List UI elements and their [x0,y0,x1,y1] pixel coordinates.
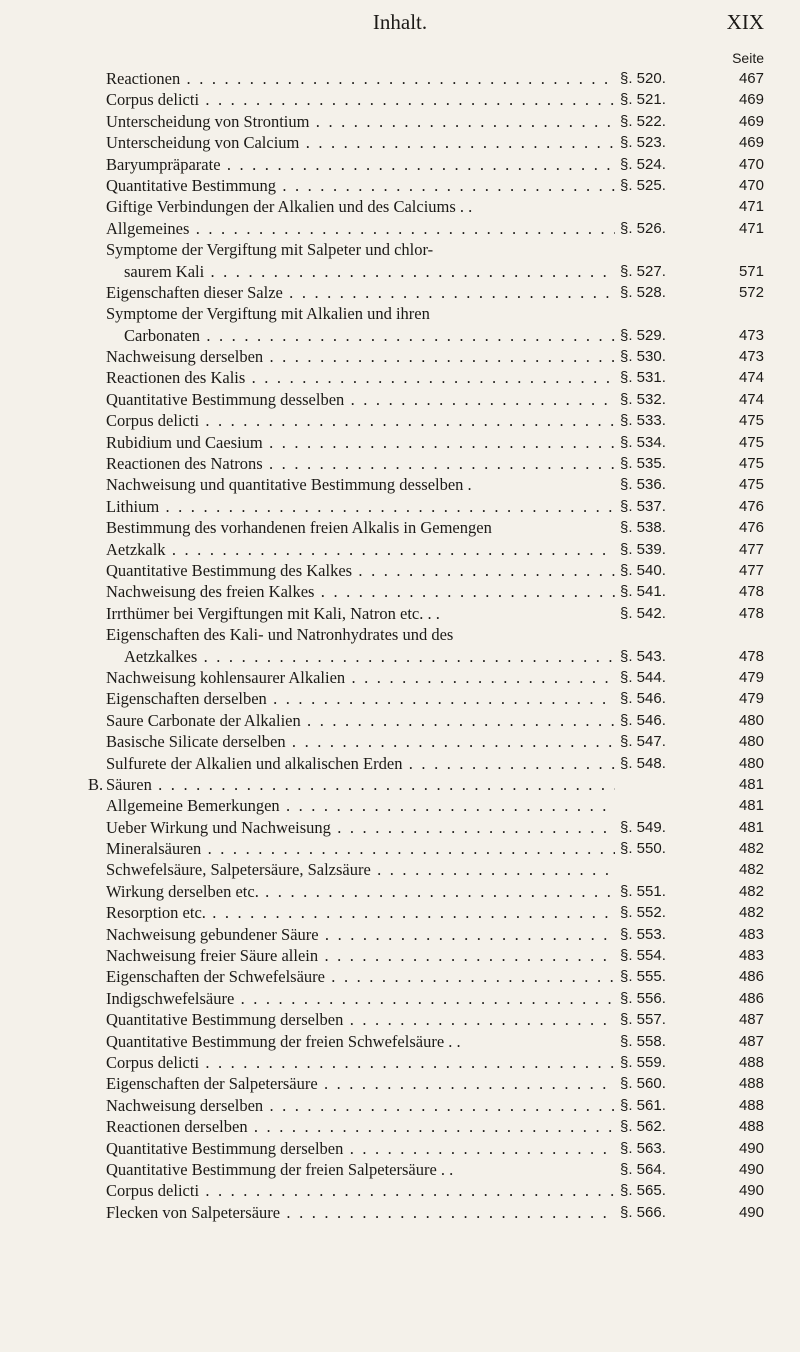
toc-entry-page: 471 [738,219,764,237]
toc-entry-section: §. 549. [620,818,666,836]
toc-entry-title: Corpus delicti . . . [106,1052,615,1073]
toc-entry-page: 469 [738,91,764,109]
toc-entry-title: Quantitative Bestimmung der freien Schwefelsäure . . [106,1031,461,1051]
toc-entry [0,731,800,752]
toc-entry-title: Reactionen des Kalis . . . [106,367,615,388]
toc-entry-title: Reactionen des Natrons . . . [106,453,615,474]
toc-entry [0,881,800,902]
toc-entry-page: 490 [738,1139,764,1157]
toc-entry-page: 490 [738,1182,764,1200]
toc-entry-title: Eigenschaften derselben . . . [106,688,615,709]
toc-entry-section: §. 521. [620,91,666,109]
toc-entry-page: 476 [738,519,764,537]
toc-entry-section: §. 540. [620,561,666,579]
toc-entry [0,517,800,538]
toc-entry [0,581,800,602]
toc-entry-page: 481 [738,818,764,836]
running-title: Inhalt. [372,10,428,34]
toc-entry-page: 478 [738,647,764,665]
toc-entry-title: Nachweisung des freien Kalkes . . . [106,581,615,602]
toc-entry [0,1159,800,1180]
toc-entry [0,89,800,110]
toc-entry-title: Sulfurete der Alkalien und alkalischen Erden . . . [106,753,615,774]
toc-entry-section: §. 546. [620,711,666,729]
toc-entry-page: 490 [738,1160,764,1178]
toc-entry-section: §. 566. [620,1203,666,1221]
toc-entry-title: Quantitative Bestimmung desselben . . . [106,389,615,410]
toc-entry-page: 482 [738,861,764,879]
toc-entry-page: 490 [738,1203,764,1221]
toc-entry-title: Baryumpräparate . . . [106,154,615,175]
toc-entry-page: 572 [738,283,764,301]
toc-entry-title: Nachweisung gebundener Säure . . . [106,924,615,945]
toc-entry-title: Aetzkalkes . . . [124,646,615,667]
toc-entry [0,817,800,838]
toc-entry-title: Eigenschaften dieser Salze . . . [106,282,615,303]
toc-entry-section: §. 532. [620,390,666,408]
toc-entry-title: Nachweisung kohlensaurer Alkalien . . . [106,667,615,688]
toc-entry-page: 480 [738,733,764,751]
toc-entry-title: Nachweisung freier Säure allein . . . [106,945,615,966]
toc-entry-section: §. 551. [620,882,666,900]
toc-entry-section: §. 564. [620,1160,666,1178]
toc-entry-section: §. 533. [620,412,666,430]
toc-entry [0,303,800,324]
toc-entry [0,175,800,196]
toc-entry [0,346,800,367]
toc-entry-section: §. 556. [620,989,666,1007]
toc-entry-title: Lithium . . . [106,496,615,517]
seite-column-label: Seite [732,50,764,66]
toc-entry-page: 469 [738,112,764,130]
toc-entry [0,453,800,474]
toc-entry-title: Unterscheidung von Strontium . . . [106,111,615,132]
toc-entry [0,410,800,431]
toc-entry-title: Ueber Wirkung und Nachweisung . . . [106,817,615,838]
toc-entry [0,1052,800,1073]
toc-entry [0,945,800,966]
toc-entry [0,924,800,945]
toc-entry-page: 469 [738,134,764,152]
toc-entry [0,859,800,880]
toc-entry-page: 477 [738,561,764,579]
toc-entry-title: Saure Carbonate der Alkalien . . . [106,710,615,731]
toc-entry-title: Nachweisung derselben . . . [106,346,615,367]
toc-entry-section: §. 536. [620,476,666,494]
toc-entry-section: §. 548. [620,754,666,772]
toc-entry [0,1009,800,1030]
toc-entry [0,196,800,217]
toc-entry-section: §. 534. [620,433,666,451]
toc-entry-page: 480 [738,754,764,772]
toc-entry-title: Resorption etc. . . . [106,902,615,923]
toc-entry-page: 488 [738,1075,764,1093]
toc-entry [0,688,800,709]
toc-entry [0,966,800,987]
toc-entry-page: 488 [738,1096,764,1114]
toc-entry-section: §. 520. [620,70,666,87]
toc-entry [0,774,800,795]
toc-entry-section: §. 562. [620,1118,666,1136]
toc-entry-section: §. 542. [620,604,666,622]
toc-entry-section: §. 565. [620,1182,666,1200]
toc-entry-section: §. 546. [620,690,666,708]
toc-entry [0,239,800,260]
toc-entry-title: Nachweisung und quantitative Bestimmung desselben . [106,475,472,495]
toc-entry-page: 476 [738,497,764,515]
toc-entry-title: Giftige Verbindungen der Alkalien und des Calciums . . [106,197,473,217]
toc-entry [0,1180,800,1201]
toc-entry [0,496,800,517]
toc-entry [0,795,800,816]
toc-entry-page: 467 [738,70,764,87]
toc-entry [0,68,800,89]
page-number: XIX [726,10,764,34]
toc-entry [0,603,800,624]
toc-entry-section: §. 527. [620,262,666,280]
toc-entry [0,1095,800,1116]
toc-entry-section: §. 531. [620,369,666,387]
toc-entry [0,753,800,774]
toc-entry-page: 480 [738,711,764,729]
toc-entry [0,474,800,495]
toc-entry-title: Symptome der Vergiftung mit Salpeter und chlor- [106,240,434,260]
toc-entry-section: §. 544. [620,668,666,686]
toc-entry-section: §. 550. [620,840,666,858]
toc-entry [0,624,800,645]
toc-entry-title: Reactionen . . . [106,68,615,89]
toc-entry-section: §. 555. [620,968,666,986]
toc-entry [0,1202,800,1223]
toc-entry-title: Nachweisung derselben . . . [106,1095,615,1116]
toc-entry-page: 478 [738,604,764,622]
toc-entry-page: 478 [738,583,764,601]
toc-entry-section: §. 538. [620,519,666,537]
toc-entry-section: §. 560. [620,1075,666,1093]
toc-entry-section: §. 539. [620,540,666,558]
toc-entry-title: Corpus delicti . . . [106,1180,615,1201]
toc-entry-section: §. 526. [620,219,666,237]
toc-entry-page: 470 [738,155,764,173]
toc-entry [0,325,800,346]
toc-entry-page: 483 [738,925,764,943]
toc-entry [0,218,800,239]
toc-entry-title: Bestimmung des vorhandenen freien Alkalis in Gemengen [106,518,492,538]
toc-entry-page: 475 [738,412,764,430]
toc-entry-page: 486 [738,968,764,986]
toc-entry-title: Allgemeines . . . [106,218,615,239]
toc-entry-page: 488 [738,1053,764,1071]
toc-entry-section: §. 563. [620,1139,666,1157]
toc-entry-title: Quantitative Bestimmung . . . [106,175,615,196]
toc-entry [0,1116,800,1137]
toc-entry-page: 474 [738,369,764,387]
toc-entry-title: Aetzkalk . . . [106,539,615,560]
toc-entry-page: 483 [738,947,764,965]
toc-entry [0,432,800,453]
toc-entry [0,1073,800,1094]
toc-entry [0,902,800,923]
toc-entry-title: Basische Silicate derselben . . . [106,731,615,752]
toc-entry-title: Allgemeine Bemerkungen . . . [106,795,615,816]
toc-entry-title: Quantitative Bestimmung derselben . . . [106,1009,615,1030]
toc-entry [0,111,800,132]
toc-entry-page: 475 [738,455,764,473]
toc-entry-section: §. 543. [620,647,666,665]
toc-entry [0,560,800,581]
toc-entry [0,154,800,175]
toc-entry-page: 487 [738,1011,764,1029]
toc-entry-title: saurem Kali . . . [124,261,615,282]
toc-entry-section: §. 553. [620,925,666,943]
toc-entry [0,132,800,153]
toc-entry-page: 482 [738,904,764,922]
toc-entry-title: Carbonaten . . . [124,325,615,346]
toc-entry-title: Rubidium und Caesium . . . [106,432,615,453]
toc-entry-title: Eigenschaften der Schwefelsäure . . . [106,966,615,987]
toc-entry-title: Eigenschaften des Kali- und Natronhydrates und des [106,625,454,645]
toc-entry [0,838,800,859]
toc-entry-section: §. 561. [620,1096,666,1114]
toc-entry-title: Quantitative Bestimmung derselben . . . [106,1138,615,1159]
toc-entry-page: 474 [738,390,764,408]
table-of-contents [0,68,800,1223]
toc-entry-title: Reactionen derselben . . . [106,1116,615,1137]
toc-entry-section: §. 523. [620,134,666,152]
toc-entry-page: 473 [738,326,764,344]
toc-entry-title: Corpus delicti . . . [106,89,615,110]
toc-entry-page: 482 [738,882,764,900]
toc-entry-section: §. 541. [620,583,666,601]
page-header [0,8,800,44]
toc-entry-page: 486 [738,989,764,1007]
toc-entry [0,667,800,688]
toc-entry [0,261,800,282]
toc-entry-title: Schwefelsäure, Salpetersäure, Salzsäure . . . [106,859,615,880]
toc-entry-title: Säuren . . . [106,774,615,795]
toc-entry-title: Wirkung derselben etc. . . . [106,881,615,902]
toc-entry-section: §. 525. [620,176,666,194]
toc-entry-page: 488 [738,1118,764,1136]
toc-entry-title: Quantitative Bestimmung des Kalkes . . . [106,560,615,581]
toc-entry-section: §. 524. [620,155,666,173]
toc-entry-title: Unterscheidung von Calcium . . . [106,132,615,153]
toc-entry-section: §. 547. [620,733,666,751]
toc-entry-section: §. 522. [620,112,666,130]
toc-entry-page: 479 [738,690,764,708]
toc-entry-section: §. 530. [620,348,666,366]
toc-entry-page: 481 [738,775,764,793]
toc-entry-page: 481 [738,797,764,815]
toc-entry-title: Symptome der Vergiftung mit Alkalien und ihren [106,304,430,324]
toc-entry [0,988,800,1009]
toc-entry-title: Eigenschaften der Salpetersäure . . . [106,1073,615,1094]
toc-entry-page: 571 [738,262,764,280]
toc-entry-section: §. 552. [620,904,666,922]
toc-entry-section: §. 535. [620,455,666,473]
toc-entry-section: §. 528. [620,283,666,301]
toc-entry-section: §. 554. [620,947,666,965]
toc-entry-section: §. 558. [620,1032,666,1050]
toc-entry [0,1031,800,1052]
toc-entry-title: Irrthümer bei Vergiftungen mit Kali, Natron etc. . . [106,603,440,623]
toc-entry-page: 473 [738,348,764,366]
toc-entry-title: Mineralsäuren . . . [106,838,615,859]
toc-entry [0,282,800,303]
toc-entry-section: §. 529. [620,326,666,344]
toc-entry [0,539,800,560]
toc-entry-title: Flecken von Salpetersäure . . . [106,1202,615,1223]
toc-entry-page: 475 [738,433,764,451]
toc-entry-page: 475 [738,476,764,494]
toc-entry [0,367,800,388]
toc-entry-page: 477 [738,540,764,558]
toc-entry-page: 487 [738,1032,764,1050]
toc-entry [0,389,800,410]
toc-entry-section: §. 559. [620,1053,666,1071]
toc-entry [0,1138,800,1159]
toc-entry-title: Corpus delicti . . . [106,410,615,431]
toc-entry-section: §. 557. [620,1011,666,1029]
toc-entry-title: Indigschwefelsäure . . . [106,988,615,1009]
toc-entry [0,646,800,667]
toc-entry-page: 482 [738,840,764,858]
section-marker: B. [88,774,104,794]
toc-entry-page: 471 [738,198,764,216]
toc-entry [0,710,800,731]
toc-entry-page: 479 [738,668,764,686]
toc-entry-title: Quantitative Bestimmung der freien Salpetersäure . . [106,1159,454,1179]
toc-entry-page: 470 [738,176,764,194]
toc-entry-section: §. 537. [620,497,666,515]
